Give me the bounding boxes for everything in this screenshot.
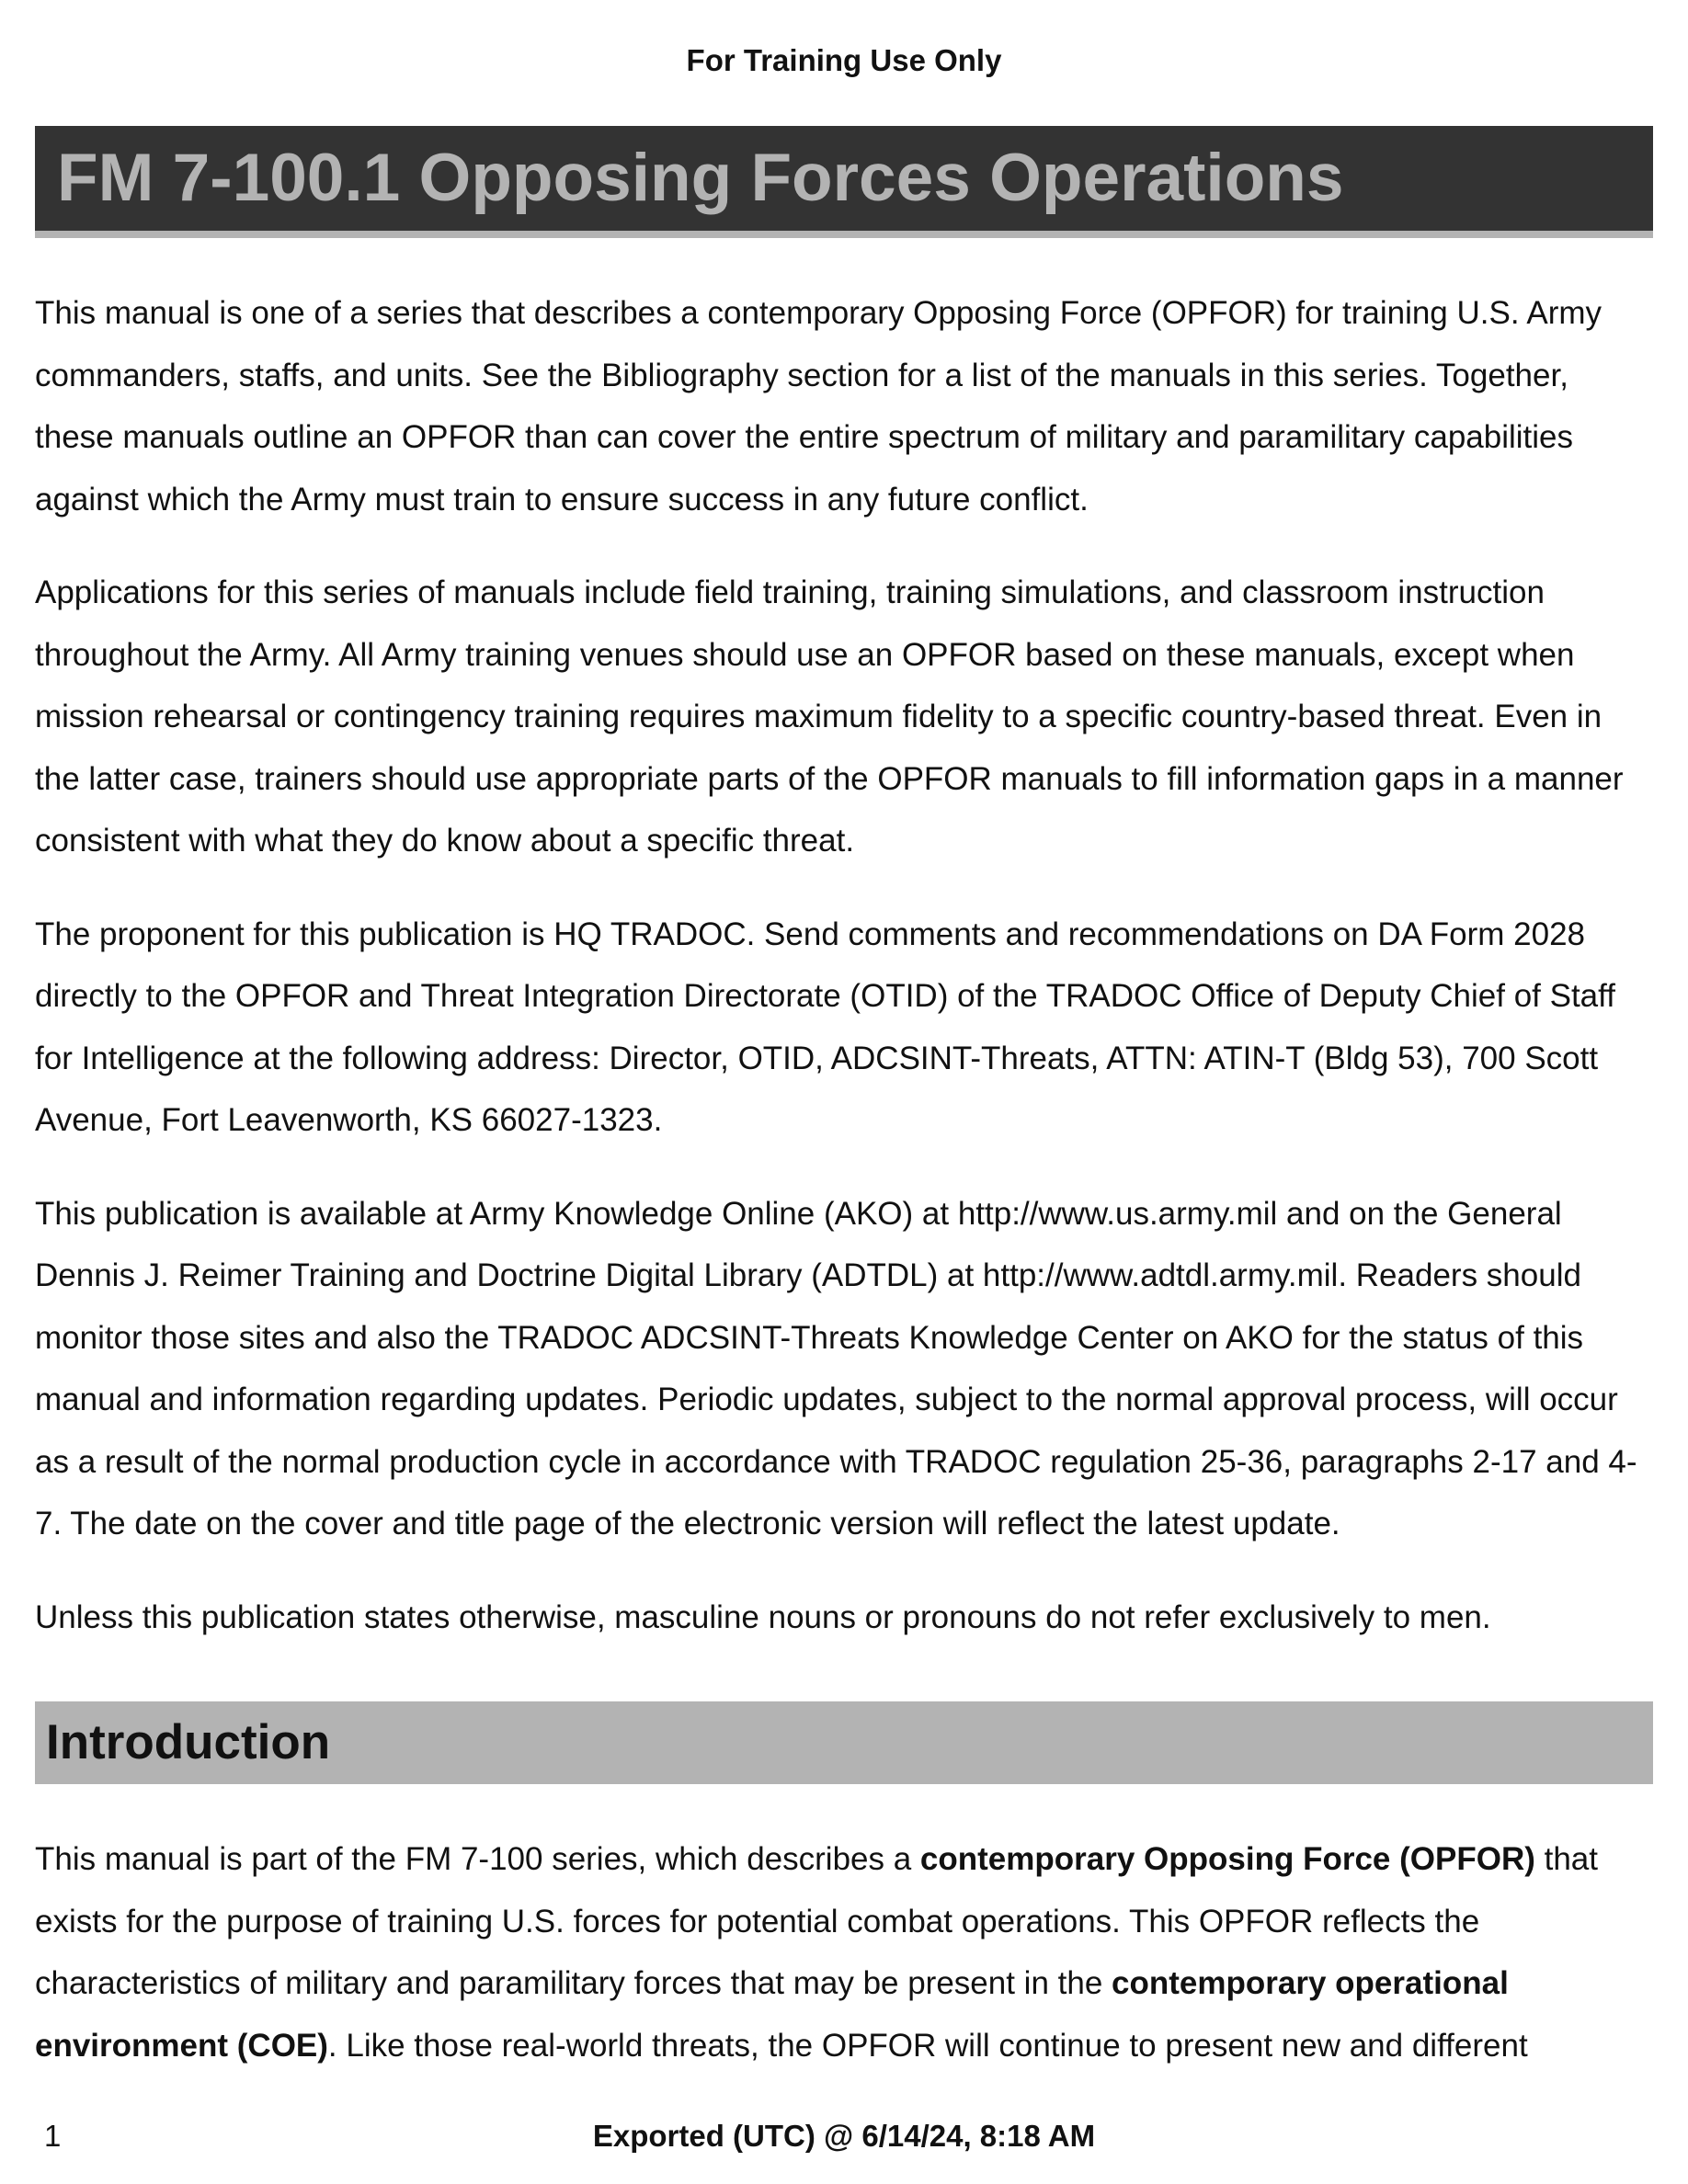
preface-paragraph-1: This manual is one of a series that describes a contemporary Opposing Force (OPFOR) for training U.S. Army commanders, staffs, and units. See the Bibliography section for a list of the manuals in this series. Together, these manuals outline an OPFOR than can cover the entire spectrum of military and paramilitary capabilities against which the Army must train to ensure success in any future conflict. bbox=[35, 295, 1602, 518]
introduction-heading-bar bbox=[35, 1701, 1653, 1784]
training-use-banner: For Training Use Only bbox=[686, 43, 1002, 77]
intro-term-coe: contemporary operational environment (COE) bbox=[35, 1965, 1509, 2064]
introduction-paragraph-1 bbox=[35, 1828, 1655, 2076]
intro-text-1: This manual is part of the FM 7-100 series, which describes a bbox=[35, 1841, 920, 1877]
introduction-section bbox=[35, 1828, 1655, 2108]
introduction-heading: Introduction bbox=[46, 1715, 331, 1769]
preface-paragraph-5: Unless this publication states otherwise, masculine nouns or pronouns do not refer exclusively to men. bbox=[35, 1598, 1491, 1635]
title-bar bbox=[35, 126, 1653, 238]
preface-paragraph-4: This publication is available at Army Knowledge Online (AKO) at http://www.us.army.mil and on the General Dennis J. Reimer Training and Doctrine Digital Library (ADTDL) at http://www.adtdl.army.mil. Readers should monitor those sites and also the TRADOC ADCSINT-Threats Knowledge Center on AKO for the status of this manual and information regarding updates. Periodic updates, subject to the normal approval process, will occur as a result of the normal production cycle in accordance with TRADOC regulation 25-36, paragraphs 2-17 and 4-7. The date on the cover and title page of the electronic version will reflect the latest update. bbox=[35, 1195, 1637, 1541]
preface-paragraph-3: The proponent for this publication is HQ TRADOC. Send comments and recommendations on DA Form 2028 directly to the OPFOR and Threat Integration Directorate (OTID) of the TRADOC Office of Deputy Chief of Staff for Intelligence at the following address: Director, OTID, ADCSINT-Threats, ATTN: ATIN-T (Bldg 53), 700 Scott Avenue, Fort Leavenworth, KS 66027-1323. bbox=[35, 916, 1615, 1138]
intro-text-2: that exists for the purpose of training U.S. forces for potential combat operations. This OPFOR reflects the characteristics of military and paramilitary forces that may be present in the bbox=[35, 1841, 1598, 2001]
page-number: 1 bbox=[44, 2119, 62, 2153]
document-title: FM 7-100.1 Opposing Forces Operations bbox=[57, 141, 1344, 215]
intro-term-opfor: contemporary Opposing Force (OPFOR) bbox=[919, 1841, 1535, 1877]
export-timestamp: Exported (UTC) @ 6/14/24, 8:18 AM bbox=[592, 2119, 1096, 2153]
preface-section bbox=[35, 282, 1655, 1679]
preface-paragraph-2: Applications for this series of manuals include field training, training simulations, and classroom instruction throughout the Army. All Army training venues should use an OPFOR based on these manuals, except when mission rehearsal or contingency training requires maximum fidelity to a specific country-based threat. Even in the latter case, trainers should use appropriate parts of the OPFOR manuals to fill information gaps in a manner consistent with what they do know about a specific threat. bbox=[35, 574, 1624, 859]
intro-text-3: . Like those real-world threats, the OPFOR will continue to present new and different bbox=[327, 2027, 1528, 2064]
